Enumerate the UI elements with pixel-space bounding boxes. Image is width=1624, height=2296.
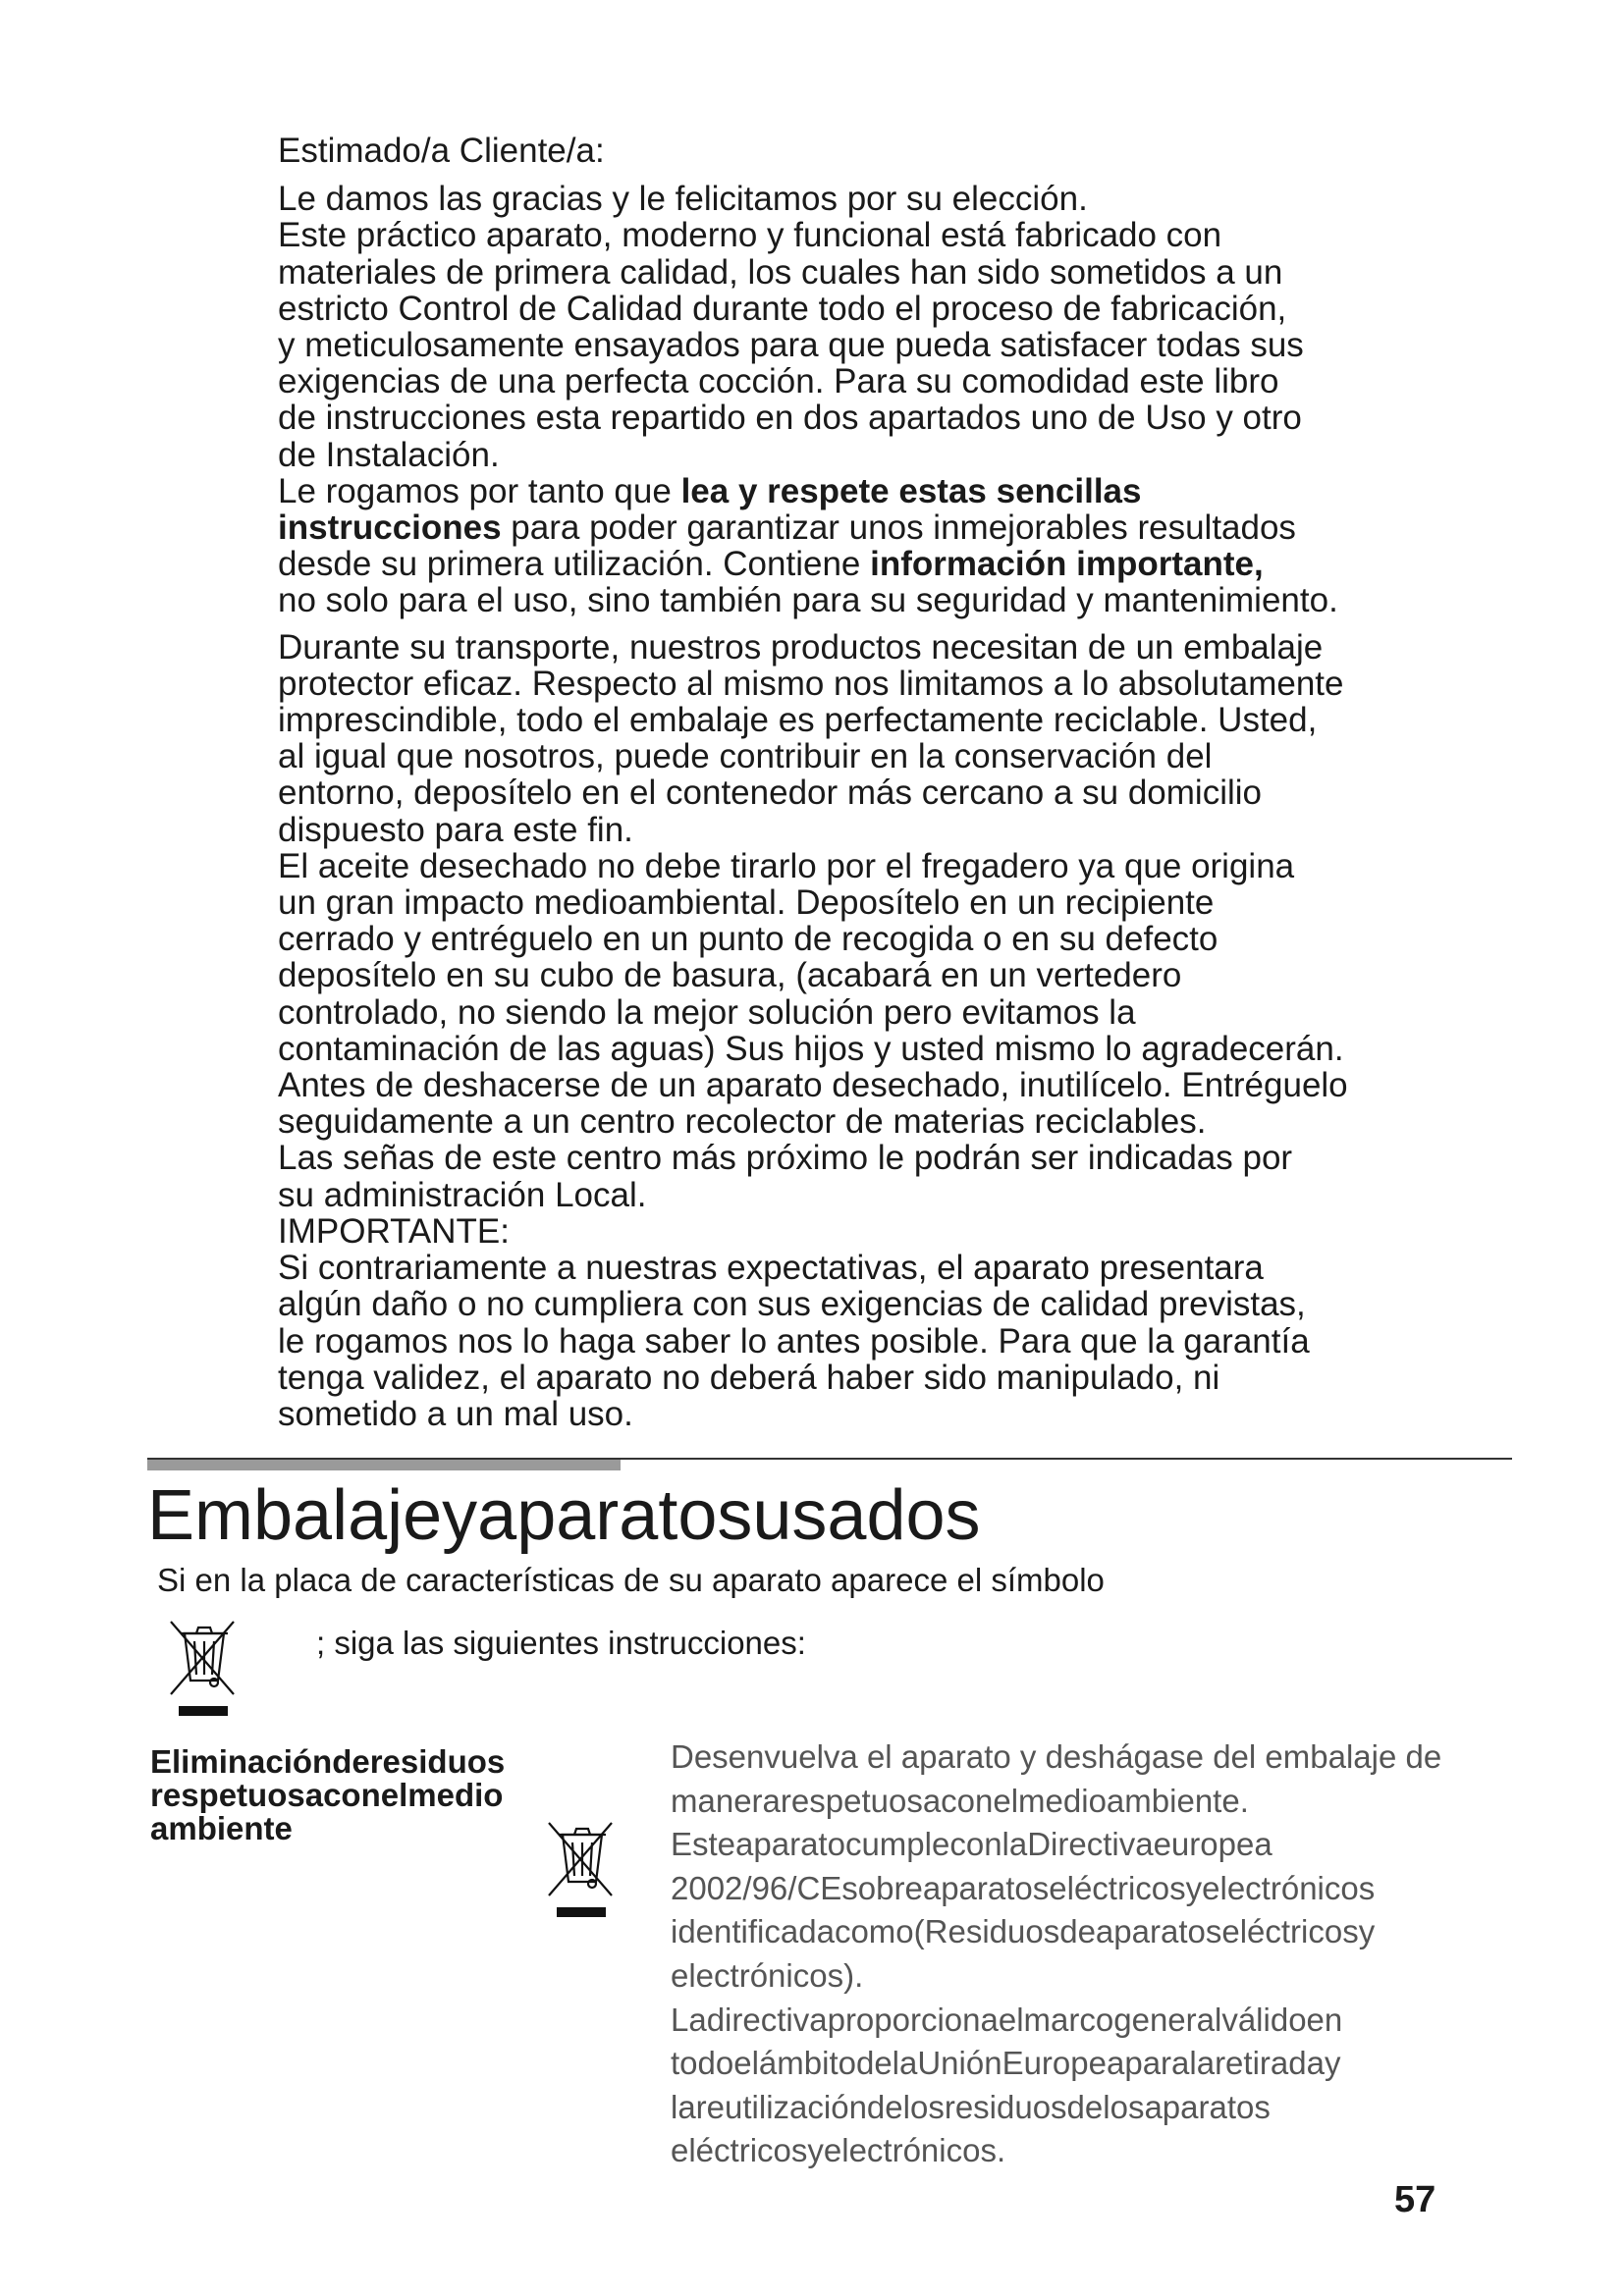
paragraph-line: Le damos las gracias y le felicitamos por su elección. xyxy=(278,180,1088,219)
paragraph-line: no solo para el uso, sino también para su seguridad y mantenimiento. xyxy=(278,581,1338,620)
paragraph-line: deposítelo en su cubo de basura, (acabará en un vertedero xyxy=(278,956,1182,995)
paragraph-line: protector eficaz. Respecto al mismo nos limitamos a lo absolutamente xyxy=(278,664,1344,703)
paragraph-line: de Instalación. xyxy=(278,435,500,474)
paragraph-line: algún daño o no cumpliera con sus exigencias de calidad previstas, xyxy=(278,1285,1306,1324)
disposal-heading xyxy=(150,1745,505,1845)
paragraph-line xyxy=(278,509,1397,546)
paragraph-line xyxy=(278,546,1397,582)
paragraph-line: Desenvuelva el aparato y deshágase del embalaje de xyxy=(671,1738,1442,1775)
paragraph-line: dispuesto para este fin. xyxy=(278,810,633,849)
section-title: Embalajeyaparatosusados xyxy=(147,1476,981,1555)
bold-text: información importante, xyxy=(870,545,1264,584)
paragraph-line: entorno, deposítelo en el contenedor más cercano a su domicilio xyxy=(278,774,1262,813)
section-intro: Si en la placa de características de su aparato aparece el símbolo xyxy=(157,1562,1105,1598)
text-span: desde su primera utilización. Contiene xyxy=(278,545,871,584)
paragraph-line: seguidamente a un centro recolector de materias reciclables. xyxy=(278,1102,1207,1142)
intro-text xyxy=(278,133,1397,1432)
section-instruction: ; siga las siguientes instrucciones: xyxy=(316,1625,806,1661)
section-divider-accent xyxy=(147,1460,621,1470)
paragraph-line: de instrucciones esta repartido en dos apartados uno de Uso y otro xyxy=(278,399,1302,438)
page-number: 57 xyxy=(1394,2179,1436,2220)
paragraph-line: eléctricosyelectrónicos. xyxy=(671,2132,1006,2169)
paragraph-line: identificadacomo(Residuosdeaparatoseléctricosy xyxy=(671,1913,1376,1950)
weee-bin-icon xyxy=(167,1618,242,1726)
paragraph-line: 2002/96/CEsobreaparatoseléctricosyelectrónicos xyxy=(671,1869,1376,1906)
paragraph-line: Ladirectivaproporcionaelmarcogeneralválidoen xyxy=(671,2001,1343,2038)
paragraph-line: Las señas de este centro más próximo le podrán ser indicadas por xyxy=(278,1139,1293,1178)
weee-bin-icon xyxy=(545,1819,620,1927)
disposal-text xyxy=(671,1735,1525,2173)
paragraph-line: EsteaparatocumpleconlaDirectivaeuropea xyxy=(671,1826,1272,1863)
paragraph-line: electrónicos). xyxy=(671,1956,864,1994)
paragraph-line: imprescindible, todo el embalaje es perfectamente reciclable. Usted, xyxy=(278,701,1318,740)
paragraph-line: exigencias de una perfecta cocción. Para su comodidad este libro xyxy=(278,362,1279,401)
text-span: Le rogamos por tanto que xyxy=(278,471,681,510)
paragraph-line: todoelámbitodelaUniónEuropeaparalaretiraday xyxy=(671,2045,1341,2082)
paragraph-line xyxy=(278,473,1397,509)
paragraph-line: su administración Local. xyxy=(278,1175,647,1214)
paragraph-line: le rogamos nos lo haga saber lo antes posible. Para que la garantía xyxy=(278,1321,1310,1361)
paragraph-line: tenga validez, el aparato no deberá haber sido manipulado, ni xyxy=(278,1358,1220,1397)
paragraph-line: contaminación de las aguas) Sus hijos y usted mismo lo agradecerán. xyxy=(278,1029,1344,1068)
paragraph-line: sometido a un mal uso. xyxy=(278,1394,633,1433)
text-span: para poder garantizar unos inmejorables resultados xyxy=(501,508,1296,548)
paragraph-line: estricto Control de Calidad durante todo el proceso de fabricación, xyxy=(278,289,1287,328)
paragraph-line: lareutilizacióndelosresiduosdelosaparatos xyxy=(671,2088,1271,2125)
paragraph-line: Durante su transporte, nuestros productos necesitan de un embalaje xyxy=(278,627,1324,667)
bold-text: lea y respete estas sencillas xyxy=(680,471,1142,510)
paragraph-line: y meticulosamente ensayados para que pueda satisfacer todas sus xyxy=(278,326,1304,365)
greeting: Estimado/a Cliente/a: xyxy=(278,132,605,170)
bold-text: instrucciones xyxy=(278,508,502,548)
heading-line: Eliminaciónderesiduos xyxy=(150,1743,506,1780)
heading-line: ambiente xyxy=(150,1810,293,1846)
paragraph-line: controlado, no siendo la mejor solución pero evitamos la xyxy=(278,992,1136,1032)
paragraph-line: El aceite desechado no debe tirarlo por el fregadero ya que origina xyxy=(278,846,1295,885)
paragraph-line: manerarespetuosaconelmedioambiente. xyxy=(671,1782,1249,1819)
paragraph-line: Si contrariamente a nuestras expectativas, el aparato presentara xyxy=(278,1249,1264,1288)
paragraph-line: al igual que nosotros, puede contribuir en la conservación del xyxy=(278,737,1213,776)
heading-line: respetuosaconelmedio xyxy=(150,1777,504,1813)
paragraph-line: Este práctico aparato, moderno y funcional está fabricado con xyxy=(278,216,1222,255)
paragraph-line: IMPORTANTE: xyxy=(278,1211,510,1251)
paragraph-line: un gran impacto medioambiental. Deposítelo en un recipiente xyxy=(278,883,1215,923)
paragraph-line: materiales de primera calidad, los cuales han sido sometidos a un xyxy=(278,252,1283,292)
paragraph-line: cerrado y entréguelo en un punto de recogida o en su defecto xyxy=(278,920,1218,959)
paragraph-line: Antes de deshacerse de un aparato desechado, inutilícelo. Entréguelo xyxy=(278,1066,1348,1105)
